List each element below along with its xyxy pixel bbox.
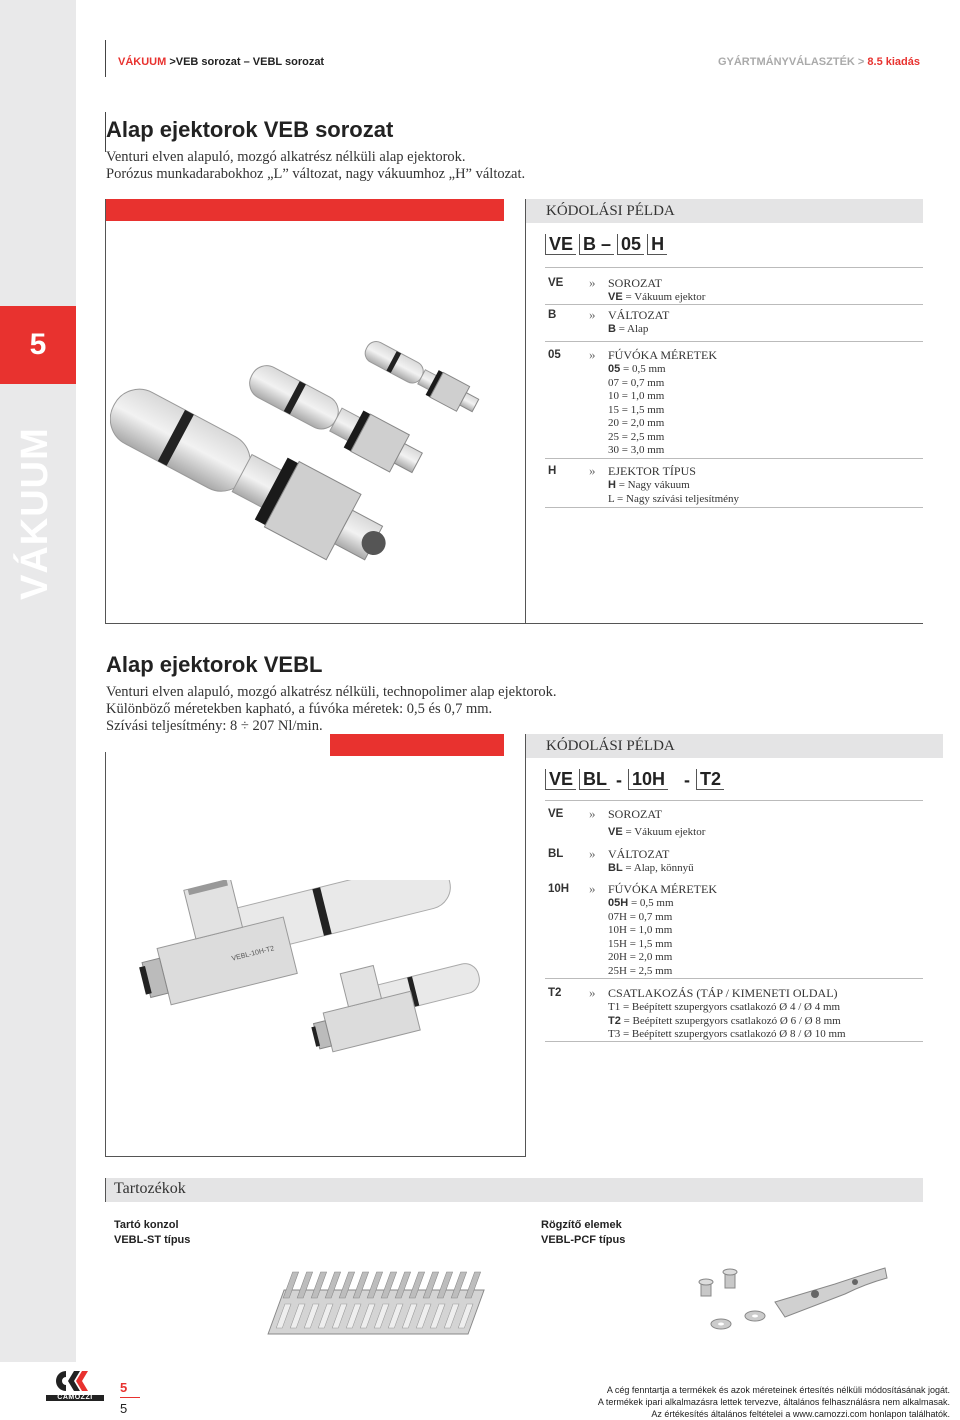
accessory-type: VEBL-PCF típus	[541, 1234, 626, 1246]
code-option: 15H = 1,5 mm	[608, 937, 673, 950]
code-option: 15 = 1,5 mm	[608, 403, 665, 416]
camozzi-logo-icon	[52, 1368, 96, 1394]
section2-image-frame-left	[105, 752, 106, 1157]
code-option: L = Nagy szívási teljesítmény	[608, 492, 740, 505]
section2-code-rule	[545, 800, 923, 801]
section2-intro	[106, 684, 557, 735]
vebl-ejectors-image	[115, 880, 515, 1070]
code-option: VE = Vákuum ejektor	[608, 291, 706, 303]
code-part: 10H	[628, 769, 668, 790]
code-part: VE	[545, 234, 576, 255]
logo-text: CAMOZZI	[57, 1394, 93, 1401]
row-divider	[545, 304, 923, 305]
code-key: H	[548, 465, 557, 477]
bracket-image	[255, 1260, 495, 1350]
page-number-rule	[120, 1397, 140, 1398]
code-key: VE	[548, 277, 564, 289]
code-option: 20 = 2,0 mm	[608, 417, 665, 429]
header-edition	[718, 56, 920, 68]
header-breadcrumb-section: VÁKUUM	[118, 56, 167, 68]
page-number-bottom: 5	[120, 1401, 128, 1416]
code-option: 05 = 0,5 mm	[608, 363, 666, 375]
code-row-title: SOROZAT	[608, 276, 663, 290]
footer-line: Az értékesítés általános feltételei a www.camozzi.com honlapon találhatók.	[651, 1409, 950, 1419]
code-key: VE	[548, 808, 564, 820]
code-option: H = Nagy vákuum	[608, 479, 690, 491]
chevron-icon: »	[589, 307, 596, 322]
side-chapter-label: VÁKUUM	[14, 427, 56, 600]
section1-code-example	[545, 234, 670, 255]
code-option: 05H = 0,5 mm	[608, 897, 674, 909]
section2-coding-title: KÓDOLÁSI PÉLDA	[526, 734, 943, 758]
code-part: T2	[696, 769, 724, 790]
code-option: 10H = 1,0 mm	[608, 924, 673, 936]
side-strip	[0, 0, 76, 1417]
svg-text:VEBL-10H-T2: VEBL-10H-T2	[231, 945, 276, 963]
section1-intro	[106, 149, 525, 183]
section1-coding-frame-bottom	[525, 623, 923, 624]
code-row-title: CSATLAKOZÁS (TÁP / KIMENETI OLDAL)	[608, 986, 838, 1000]
code-option: 10 = 1,0 mm	[608, 390, 665, 402]
code-option: B = Alap	[608, 323, 649, 335]
chevron-icon: »	[589, 275, 596, 290]
code-option: 30 = 3,0 mm	[608, 444, 665, 456]
header-breadcrumb	[118, 56, 324, 68]
section1-title: Alap ejektorok VEB sorozat	[106, 117, 394, 142]
code-part: H	[647, 234, 667, 255]
code-part: VE	[545, 769, 576, 790]
footer-disclaimer	[598, 1384, 950, 1420]
code-option: T3 = Beépített szupergyors csatlakozó Ø 8 / Ø 10 mm	[608, 1028, 846, 1040]
code-option: 07 = 0,7 mm	[608, 376, 665, 389]
section1-image-bar	[106, 199, 504, 221]
chevron-icon: »	[589, 463, 596, 478]
veb-ejectors-image	[110, 330, 510, 590]
section1-image-frame-left	[105, 199, 106, 624]
chevron-icon: »	[589, 985, 596, 1000]
code-key: BL	[548, 848, 564, 860]
chevron-icon: »	[589, 846, 596, 861]
code-option: 20H = 2,0 mm	[608, 951, 673, 963]
section1-intro-line: Porózus munkadarabokhoz „L” változat, nagy vákuumhoz „H” változat.	[106, 166, 526, 182]
code-row-title: VÁLTOZAT	[608, 847, 670, 861]
section2-intro-line: Különböző méretekben kapható, a fúvóka méretek: 0,5 és 0,7 mm.	[106, 701, 493, 717]
accessory-bracket-label	[114, 1218, 190, 1248]
header-edition-number: 8.5 kiadás	[867, 56, 920, 68]
row-divider	[545, 978, 923, 979]
code-key: B	[548, 309, 557, 321]
accessory-fixing-label	[541, 1218, 625, 1248]
section2-image-frame-bottom	[105, 1156, 525, 1157]
accessories-bar	[106, 1178, 923, 1202]
accessories-bar-edge	[105, 1178, 106, 1202]
section2-image-bar	[330, 734, 504, 756]
accessory-type: VEBL-ST típus	[114, 1234, 191, 1246]
code-row-title: VÁLTOZAT	[608, 308, 670, 322]
section1-image-frame-bottom	[105, 623, 525, 624]
code-option: T2 = Beépített szupergyors csatlakozó Ø 6 / Ø 8 mm	[608, 1014, 841, 1027]
code-option: VE = Vákuum ejektor	[608, 826, 706, 838]
accessories-title: Tartozékok	[114, 1180, 186, 1197]
section1-coding-frame	[525, 199, 526, 624]
row-divider	[545, 507, 923, 508]
code-row-title: FÚVÓKA MÉRETEK	[608, 882, 718, 896]
code-part: 05	[617, 234, 644, 255]
chevron-icon: »	[589, 881, 596, 896]
code-option: T1 = Beépített szupergyors csatlakozó Ø 4 / Ø 4 mm	[608, 1001, 841, 1013]
code-option: BL = Alap, könnyű	[608, 862, 694, 874]
header-divider	[105, 40, 106, 77]
chevron-icon: »	[589, 347, 596, 362]
row-divider	[545, 341, 923, 342]
code-row-title: EJEKTOR TÍPUS	[608, 464, 696, 478]
code-part: B –	[579, 234, 614, 255]
row-divider	[545, 1041, 923, 1042]
chevron-icon: »	[589, 806, 596, 821]
code-row-title: FÚVÓKA MÉRETEK	[608, 348, 718, 362]
code-part: -	[684, 770, 691, 790]
section2-code-example	[545, 769, 727, 790]
footer-line: A termékek ipari alkalmazásra lettek tervezve, általános felhasználásra nem alkalmasak.	[597, 1397, 950, 1407]
header-catalog: GYÁRTMÁNYVÁLASZTÉK >	[717, 56, 868, 68]
code-key: T2	[548, 987, 562, 999]
code-option: 25H = 2,5 mm	[608, 964, 673, 977]
section1-coding-title: KÓDOLÁSI PÉLDA	[526, 199, 923, 223]
fixing-elements-image	[695, 1262, 895, 1337]
code-key: 05	[548, 349, 561, 361]
code-option: 25 = 2,5 mm	[608, 430, 665, 443]
row-divider	[545, 458, 923, 459]
section2-title: Alap ejektorok VEBL	[106, 652, 323, 677]
code-key: 10H	[548, 883, 570, 895]
section2-intro-line: Szívási teljesítmény: 8 ÷ 207 Nl/min.	[106, 718, 323, 734]
header-breadcrumb-page: >VEB sorozat – VEBL sorozat	[166, 56, 325, 68]
page-number-top: 5	[120, 1380, 128, 1395]
accessory-name: Tartó konzol	[114, 1219, 179, 1231]
code-row-title: SOROZAT	[608, 807, 663, 821]
accessory-name: Rögzítő elemek	[541, 1219, 622, 1231]
code-part: BL	[579, 769, 610, 790]
section1-intro-line: Venturi elven alapuló, mozgó alkatrész nélküli alap ejektorok.	[106, 149, 466, 165]
section2-intro-line: Venturi elven alapuló, mozgó alkatrész nélküli, technopolimer alap ejektorok.	[106, 684, 557, 700]
footer-line: A cég fenntartja a termékek és azok méreteinek értesítés nélküli módosításának jogát.	[606, 1385, 950, 1395]
code-option: 07H = 0,7 mm	[608, 910, 673, 923]
section1-code-rule	[545, 267, 923, 268]
side-chapter-number: 5	[0, 306, 76, 384]
section2-coding-frame	[525, 734, 526, 1157]
code-part: -	[616, 770, 623, 790]
